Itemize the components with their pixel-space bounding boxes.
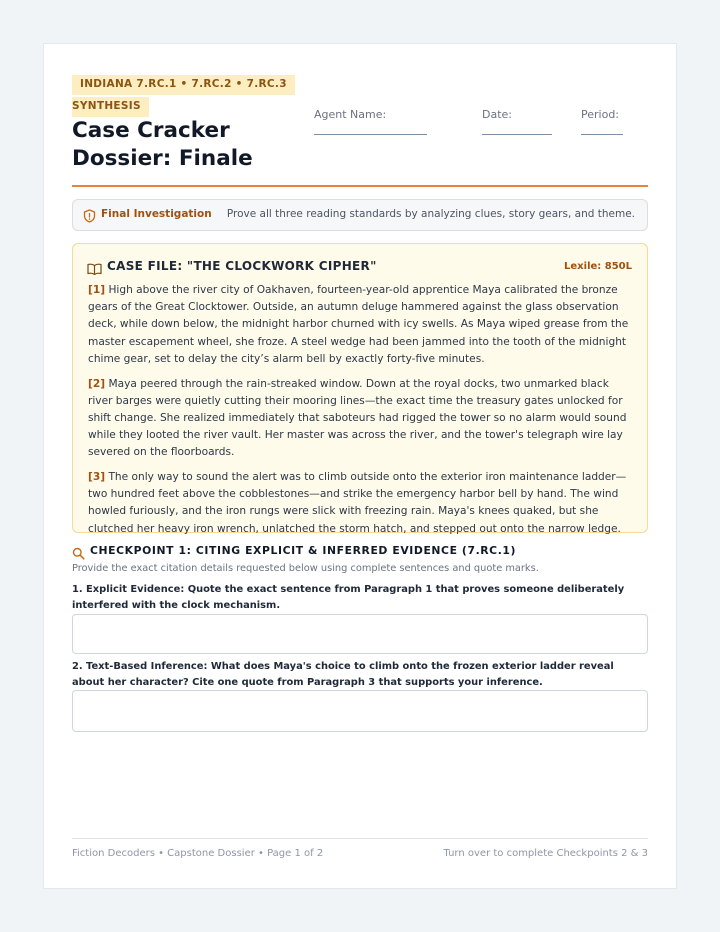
question-2: 2. Text-Based Inference: What does Maya's choice to climb onto the frozen exterior ladder reveal about her character? Cite one quote from Paragraph 3 that supports your inference. — [72, 661, 614, 688]
magnifier-icon — [72, 545, 85, 564]
paragraph-number: [2] — [88, 377, 106, 390]
case-file-title: CASE FILE: "THE CLOCKWORK CIPHER" — [107, 259, 377, 273]
answer-box-2[interactable] — [72, 690, 648, 732]
shield-alert-icon — [83, 208, 96, 227]
story-passage — [88, 282, 635, 545]
footer-divider — [72, 838, 648, 839]
final-investigation-banner — [72, 199, 648, 231]
paragraph-text: Maya peered through the rain-streaked window. Down at the royal docks, two unmarked black river barges were quietly cutting their mooring lines—the exact time the treasury gates unlocked for shift change. She realized immediately that saboteurs had rigged the tower so no alarm would sound while they looted the river vault. Her master was across the river, and the tower's telegraph wire lay severed on the floorboards. — [88, 377, 627, 459]
paragraph-text: High above the river city of Oakhaven, fourteen-year-old apprentice Maya calibrated the bronze gears of the Great Clocktower. Outside, an autumn deluge hammered against the glass observation deck, while down below, the midnight harbor churned with icy swells. As Maya wiped grease from the master escapement wheel, she froze. A steel wedge had been jammed into the tooth of the midnight chime gear, set to delay the city’s alarm bell by exactly forty-five minutes. — [88, 284, 629, 365]
date-label: Date: — [482, 108, 512, 121]
agent-name-label: Agent Name: — [314, 108, 387, 121]
footer-left: Fiction Decoders • Capstone Dossier • Page 1 of 2 — [72, 848, 324, 859]
paragraph-text: The only way to sound the alert was to climb outside onto the exterior iron maintenance ladder—two hundred feet above the cobblestones—and strike the emergency harbor bell by hand. The wind howled furiously, and the iron rungs were slick with freezing rain. Maya's knees quaked, but she clutched her heavy iron wrench, unlatched the storm hatch, and stepped out onto the narrow ledge. — [88, 471, 627, 535]
period-label: Period: — [581, 108, 620, 121]
paragraph-2 — [88, 376, 635, 462]
question-1: 1. Explicit Evidence: Quote the exact sentence from Paragraph 1 that proves someone deliberately interfered with the clock mechanism. — [72, 584, 625, 611]
paragraph-number: [3] — [88, 471, 106, 484]
period-field[interactable] — [581, 108, 623, 135]
agent-name-field[interactable] — [314, 108, 427, 135]
header-divider — [72, 185, 648, 187]
page-title: Case Cracker Dossier: Finale — [72, 118, 253, 171]
paragraph-3 — [88, 469, 635, 538]
investigation-text: Prove all three reading standards by analyzing clues, story gears, and theme. — [226, 208, 635, 220]
paragraph-1 — [88, 282, 635, 368]
paragraph-number: [1] — [88, 284, 106, 296]
footer-right: Turn over to complete Checkpoints 2 & 3 — [443, 848, 648, 859]
answer-box-1[interactable] — [72, 614, 648, 654]
standards-tag: INDIANA 7.RC.1 • 7.RC.2 • 7.RC.3 — [72, 75, 295, 95]
worksheet-page — [43, 43, 677, 889]
checkpoint-instructions: Provide the exact citation details requested below using complete sentences and quote marks. — [72, 563, 539, 574]
period-line[interactable] — [581, 134, 623, 135]
synthesis-tag: SYNTHESIS — [72, 97, 149, 117]
case-file-box — [72, 243, 648, 533]
date-field[interactable] — [482, 108, 552, 135]
investigation-title: Final Investigation — [101, 208, 212, 220]
date-line[interactable] — [482, 134, 552, 135]
checkpoint-title: CHECKPOINT 1: CITING EXPLICIT & INFERRED EVIDENCE (7.RC.1) — [90, 544, 517, 557]
lexile-badge: Lexile: 850L — [564, 261, 632, 272]
agent-name-line[interactable] — [314, 134, 427, 135]
open-book-icon — [87, 260, 102, 279]
